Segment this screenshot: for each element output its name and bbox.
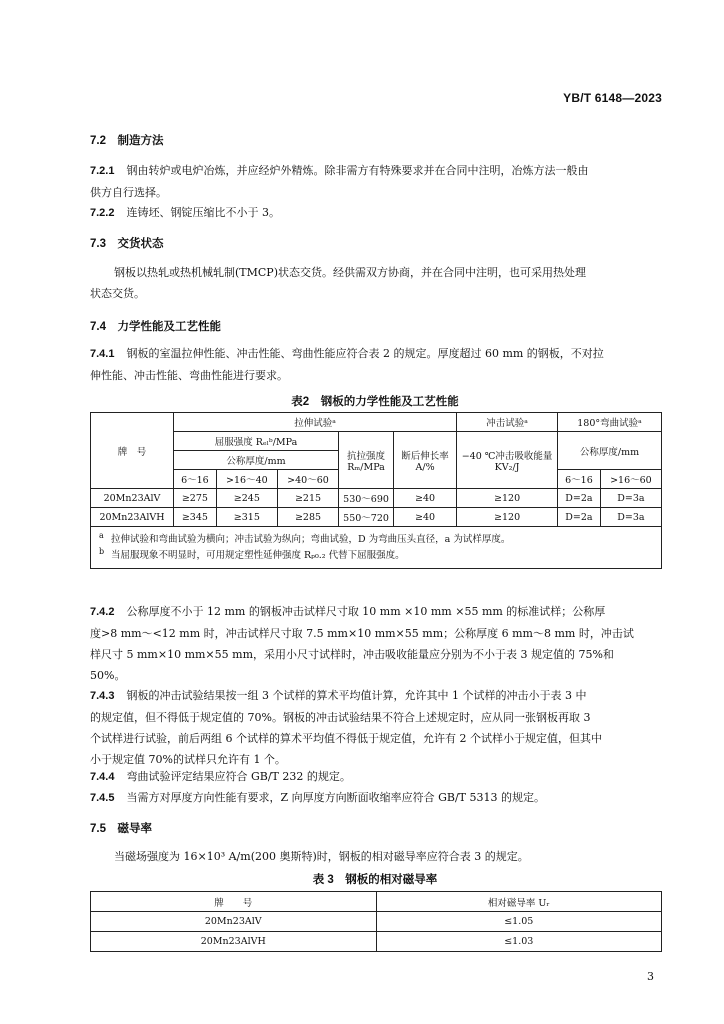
text-line: 钢板的室温拉伸性能、冲击性能、弯曲性能应符合表 2 的规定。厚度超过 60 mm 的钢板，不对拉 xyxy=(126,347,604,360)
text-line: 钢板的冲击试验结果按一组 3 个试样的算术平均值计算，允许其中 1 个试样的冲击小于表 3 中 xyxy=(126,689,587,702)
clause-number: 7.4.1 xyxy=(90,348,115,360)
paragraph-7-4-1 xyxy=(90,343,670,386)
cell-impact-energy: ≥120 xyxy=(457,508,558,527)
cell-bend-2: D=3a xyxy=(600,489,661,508)
text-line: 度>8 mm～<12 mm 时，冲击试样尺寸取 7.5 mm×10 mm×55 mm；公称厚度 6 mm～8 mm 时，冲击试 xyxy=(90,627,634,640)
text-line: 50%。 xyxy=(90,669,126,682)
text-line: 个试样进行试验，前后两组 6 个试样的算术平均值不得低于规定值，允许有 2 个试样小于规定值，但其中 xyxy=(90,732,602,745)
header-nominal-thickness: 公称厚度/mm xyxy=(174,451,339,470)
header-thickness-40-60: >40～60 xyxy=(277,470,338,489)
cell-impact-energy: ≥120 xyxy=(457,489,558,508)
table-2-mechanical-properties xyxy=(90,412,662,569)
header-elongation: 断后伸长率 A/% xyxy=(394,432,457,489)
cell-tensile-strength: 530～690 xyxy=(339,489,394,508)
cell-grade: 20Mn23AlV xyxy=(91,489,174,508)
cell-grade: 20Mn23AlVH xyxy=(91,508,174,527)
table-row xyxy=(91,912,662,932)
cell-permeability: ≤1.05 xyxy=(376,912,662,932)
cell-yield-1: ≥275 xyxy=(174,489,217,508)
text-line: 当需方对厚度方向性能有要求，Z 向厚度方向断面收缩率应符合 GB/T 5313 的规定。 xyxy=(126,791,546,804)
cell-permeability: ≤1.03 xyxy=(376,932,662,952)
section-7-5-heading: 7.5 磁导率 xyxy=(90,823,152,835)
cell-grade: 20Mn23AlVH xyxy=(91,932,377,952)
cell-yield-2: ≥315 xyxy=(216,508,277,527)
header-tensile-strength: 抗拉强度 Rₘ/MPa xyxy=(339,432,394,489)
text-line: 连铸坯、钢锭压缩比不小于 3。 xyxy=(126,206,280,219)
paragraph-7-2-2 xyxy=(90,202,670,224)
header-bend-16-60: >16～60 xyxy=(600,470,661,489)
note-text: 拉伸试验和弯曲试验为横向；冲击试验为纵向；弯曲试验，D 为弯曲压头直径，a 为试样厚度。 xyxy=(111,534,511,545)
paragraph-7-4-2 xyxy=(90,601,670,686)
table-notes xyxy=(91,527,662,569)
note-b xyxy=(91,548,661,564)
table-3-relative-permeability xyxy=(90,891,662,952)
paragraph-7-3 xyxy=(90,262,670,304)
cell-yield-3: ≥285 xyxy=(277,508,338,527)
text-line: 供方自行选择。 xyxy=(90,186,167,199)
note-a xyxy=(91,532,661,548)
cell-elongation: ≥40 xyxy=(394,508,457,527)
clause-number: 7.4.2 xyxy=(90,606,115,618)
paragraph-7-5: 当磁场强度为 16×10³ A/m(200 奥斯特)时，钢板的相对磁导率应符合表 3 的规定。 xyxy=(114,850,529,863)
clause-number: 7.4.4 xyxy=(90,771,115,783)
paragraph-7-4-3 xyxy=(90,685,670,770)
section-7-3-heading: 7.3 交货状态 xyxy=(90,238,164,250)
table-row xyxy=(91,508,662,527)
cell-yield-2: ≥245 xyxy=(216,489,277,508)
table-header-row xyxy=(91,432,662,451)
header-bend-6-16: 6～16 xyxy=(558,470,601,489)
clause-number: 7.4.5 xyxy=(90,792,115,804)
page-number: 3 xyxy=(647,970,654,983)
table-row xyxy=(91,489,662,508)
cell-bend-2: D=3a xyxy=(600,508,661,527)
clause-number: 7.4.3 xyxy=(90,690,115,702)
cell-grade: 20Mn23AlV xyxy=(91,912,377,932)
header-bend-test: 180°弯曲试验ᵃ xyxy=(558,413,662,432)
header-tensile-test: 拉伸试验ᵃ xyxy=(174,413,457,432)
clause-number: 7.2.2 xyxy=(90,207,115,219)
paragraph-7-4-4 xyxy=(90,766,670,788)
text-line: 钢板以热轧或热机械轧制(TMCP)状态交货。经供需双方协商，并在合同中注明，也可采用热处理 xyxy=(114,266,586,279)
text-line: 样尺寸 5 mm×10 mm×55 mm，采用小尺寸试样时，冲击吸收能量应分别为不小于表 3 规定值的 75%和 xyxy=(90,648,614,661)
paragraph-7-4-5 xyxy=(90,787,670,809)
cell-yield-1: ≥345 xyxy=(174,508,217,527)
cell-elongation: ≥40 xyxy=(394,489,457,508)
header-bend-nominal-thickness: 公称厚度/mm xyxy=(558,432,662,470)
header-relative-permeability: 相对磁导率 Uᵣ xyxy=(376,892,662,912)
section-7-4-heading: 7.4 力学性能及工艺性能 xyxy=(90,321,221,333)
text-line: 小于规定值 70%的试样只允许有 1 个。 xyxy=(90,753,286,766)
header-grade: 牌 号 xyxy=(91,892,377,912)
table-row xyxy=(91,932,662,952)
header-impact-test: 冲击试验ᵃ xyxy=(457,413,558,432)
table-3-caption: 表 3 钢板的相对磁导率 xyxy=(312,874,438,886)
paragraph-7-2-1 xyxy=(90,160,670,203)
text-line: 的规定值，但不得低于规定值的 70%。钢板的冲击试验结果不符合上述规定时，应从同一张钢板再取 3 xyxy=(90,711,591,724)
text-line: 伸性能、冲击性能、弯曲性能进行要求。 xyxy=(90,369,288,382)
cell-yield-3: ≥215 xyxy=(277,489,338,508)
table-notes-row xyxy=(91,527,662,569)
cell-tensile-strength: 550～720 xyxy=(339,508,394,527)
text-line: 钢由转炉或电炉冶炼，并应经炉外精炼。除非需方有特殊要求并在合同中注明，冶炼方法一般由 xyxy=(126,164,589,177)
table-header-row xyxy=(91,892,662,912)
section-7-2-heading: 7.2 制造方法 xyxy=(90,135,164,147)
text-line: 公称厚度不小于 12 mm 的钢板冲击试样尺寸取 10 mm ×10 mm ×55 mm 的标准试样；公称厚 xyxy=(126,605,606,618)
table-2-caption: 表2 钢板的力学性能及工艺性能 xyxy=(291,396,459,408)
cell-bend-1: D=2a xyxy=(558,489,601,508)
note-marker: b xyxy=(99,547,105,556)
header-yield-strength: 屈服强度 Rₑₗᵇ/MPa xyxy=(174,432,339,451)
header-thickness-16-40: >16～40 xyxy=(216,470,277,489)
note-marker: a xyxy=(99,531,104,540)
header-impact-energy: −40 ℃冲击吸收能量 KV₂/J xyxy=(457,432,558,489)
table-header-row xyxy=(91,413,662,432)
cell-bend-1: D=2a xyxy=(558,508,601,527)
header-grade: 牌 号 xyxy=(91,413,174,489)
clause-number: 7.2.1 xyxy=(90,165,115,177)
document-id: YB/T 6148—2023 xyxy=(563,91,662,105)
note-text: 当屈服现象不明显时，可用规定塑性延伸强度 Rₚ₀.₂ 代替下屈服强度。 xyxy=(111,550,405,561)
text-line: 状态交货。 xyxy=(90,287,145,300)
text-line: 弯曲试验评定结果应符合 GB/T 232 的规定。 xyxy=(126,770,351,783)
header-thickness-6-16: 6～16 xyxy=(174,470,217,489)
